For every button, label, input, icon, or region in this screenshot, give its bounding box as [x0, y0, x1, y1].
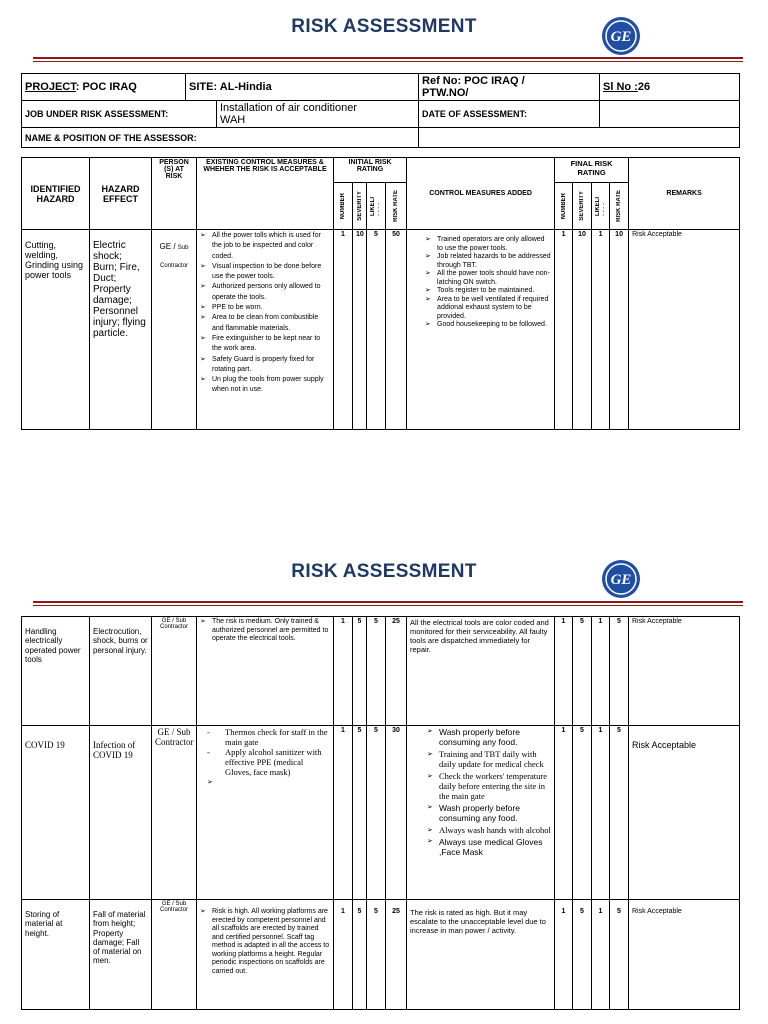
- header-rule: [33, 57, 743, 59]
- initial-number: 1: [334, 617, 353, 726]
- col-persons-at-risk: PERSON (S) AT RISK: [152, 158, 197, 230]
- svg-text:GE: GE: [610, 29, 632, 45]
- col-control-added: CONTROL MEASURES ADDED: [407, 158, 555, 230]
- col-hazard-effect: HAZARD EFFECT: [90, 158, 152, 230]
- final-likeli: 1: [592, 900, 610, 1010]
- initial-likeli: 5: [367, 230, 386, 430]
- final-likeli: 1: [592, 230, 610, 430]
- final-severity: 10: [573, 230, 592, 430]
- initial-severity: 5: [353, 617, 367, 726]
- col-identified-hazard: IDENTIFIED HAZARD: [22, 158, 90, 230]
- col-initial-risk: INITIAL RISK RATING: [334, 158, 407, 183]
- header-rule-2: [33, 601, 743, 603]
- hazard-cell: Handling electrically operated power tools: [22, 617, 90, 726]
- persons-cell: GE / Sub Contractor: [152, 726, 197, 900]
- final-risk-rate: 5: [610, 900, 629, 1010]
- initial-number: 1: [334, 230, 353, 430]
- col-remarks: REMARKS: [629, 158, 740, 230]
- remarks-cell: Risk Acceptable: [629, 230, 740, 430]
- final-severity: 5: [573, 726, 592, 900]
- initial-risk-rate: 30: [386, 726, 407, 900]
- page-title: RISK ASSESSMENT: [291, 16, 477, 37]
- final-risk-rate: 10: [610, 230, 629, 430]
- persons-cell: GE / Sub Contractor: [152, 230, 197, 430]
- table-row: [22, 726, 740, 900]
- final-risk-rate: 5: [610, 617, 629, 726]
- job-label: JOB UNDER RISK ASSESSMENT:: [22, 101, 217, 128]
- col-final-risk: FINAL RISK RATING: [555, 158, 629, 183]
- control-added-cell: The risk is rated as high. But it may escalate to the unacceptable level due to increase in man power / activity.: [407, 900, 555, 1010]
- final-number: 1: [555, 900, 573, 1010]
- initial-risk-rate: 50: [386, 230, 407, 430]
- final-likeli: 1: [592, 726, 610, 900]
- col-existing-controls: EXISTING CONTROL MEASURES & WHEHER THE RISK IS ACCEPTABLE: [197, 158, 334, 230]
- header-rule-thin: [33, 61, 743, 62]
- final-number: 1: [555, 617, 573, 726]
- job-value: Installation of air conditioner WAH: [217, 101, 419, 128]
- col-risk-rate: RISK RATE: [386, 183, 407, 230]
- final-number: 1: [555, 230, 573, 430]
- ge-logo-icon: [601, 559, 641, 599]
- col-final-likeli: LIKELI - - - -: [592, 183, 610, 230]
- hazard-cell: Cutting, welding, Grinding using power tools: [22, 230, 90, 430]
- risk-table-page2: [21, 616, 740, 1010]
- final-severity: 5: [573, 617, 592, 726]
- risk-table-page1: [21, 157, 740, 430]
- col-final-number: NUMBER: [555, 183, 573, 230]
- hazard-cell: COVID 19: [22, 726, 90, 900]
- final-risk-rate: 5: [610, 726, 629, 900]
- final-severity: 5: [573, 900, 592, 1010]
- control-added-cell: ➢ Trained operators are only allowed to use the power tools. ➢ Job related hazards to be addressed through TBT. ➢ All the power tools should have non-latching ON switch. ➢ Tools register to be maintained. ➢ Area to be well ventilated if required addional exhaust system to be provided. ➢ Good housekeeping to be followed.: [407, 230, 555, 430]
- header-rule-thin-2: [33, 605, 743, 606]
- project-cell: PROJECT: POC IRAQ: [22, 74, 186, 101]
- assessor-value: [419, 128, 740, 148]
- date-value: [600, 101, 740, 128]
- table-row: [22, 617, 740, 726]
- remarks-cell: Risk Acceptable: [629, 900, 740, 1010]
- assessor-label: NAME & POSITION OF THE ASSESSOR:: [22, 128, 419, 148]
- existing-controls-cell: ➢ The risk is medium. Only trained & authorized personnel are permitted to operate the electrical tools.: [197, 617, 334, 726]
- ge-logo-icon: [601, 16, 641, 56]
- svg-text:GE: GE: [610, 572, 632, 588]
- col-severity: SEVERITY: [353, 183, 367, 230]
- col-likeli: LIKELI - - - -: [367, 183, 386, 230]
- initial-likeli: 5: [367, 726, 386, 900]
- effect-cell: Electric shock; Burn; Fire, Duct; Property damage; Personnel injury; flying particle.: [90, 230, 152, 430]
- remarks-cell: Risk Acceptable: [629, 726, 740, 900]
- initial-severity: 5: [353, 726, 367, 900]
- initial-number: 1: [334, 726, 353, 900]
- initial-risk-rate: 25: [386, 617, 407, 726]
- final-number: 1: [555, 726, 573, 900]
- effect-cell: Electrocution, shock, burns or personal injury.: [90, 617, 152, 726]
- col-final-risk-rate: RISK RATE: [610, 183, 629, 230]
- initial-severity: 5: [353, 900, 367, 1010]
- initial-likeli: 5: [367, 617, 386, 726]
- existing-controls-cell: ➢ All the power tolls which is used for the job to be inspected and color coded. ➢ Visual inspection to be done before use the power tools. ➢ Authorized persons only allowed to operate the tools. ➢ PPE to be worn. ➢ Area to be clean from combustible and flammable materials. ➢ Fire extinguisher to be kept near to the work area. ➢ Safety Guard is properly fixed for rotating part. ➢ Un plug the tools from power supply when not in use.: [197, 230, 334, 430]
- remarks-cell: Risk Acceptable: [629, 617, 740, 726]
- initial-severity: 10: [353, 230, 367, 430]
- control-added-cell: All the electrical tools are color coded and monitored for their serviceability. All faulty tools are dispatched immediately for repair.: [407, 617, 555, 726]
- project-info-table: [21, 73, 740, 148]
- existing-controls-cell: - Thermos check for staff in the main gate - Apply alcohol sanitizer with effective PPE (medical Gloves, face mask) ➢: [197, 726, 334, 900]
- existing-controls-cell: ➢ Risk is high. All working platforms are erected by competent personnel and all scaffolds are erected by trained and certified personnel. Scaff tag method is adapted in all the access to working platforms a height. Regular periodic inspections on scaffolds are carried out.: [197, 900, 334, 1010]
- page-title-2: RISK ASSESSMENT: [291, 561, 477, 582]
- initial-number: 1: [334, 900, 353, 1010]
- control-added-cell: ➢ Wash properly before consuming any food. ➢ Training and TBT daily with daily update for medical check ➢ Check the workers' temperature daily before entering the site in the main gate ➢ Wash properly before consuming any food. ➢ Always wash hands with alcohol ➢ Always use medical Gloves ,Face Mask: [407, 726, 555, 900]
- table-row: [22, 230, 740, 430]
- site-cell: SITE: AL-Hindia: [186, 74, 419, 101]
- persons-cell: GE / Sub Contractor: [152, 617, 197, 726]
- hazard-cell: Storing of material at height.: [22, 900, 90, 1010]
- initial-likeli: 5: [367, 900, 386, 1010]
- table-row: [22, 900, 740, 1010]
- initial-risk-rate: 25: [386, 900, 407, 1010]
- sl-no-cell: Sl No :26: [600, 74, 740, 101]
- persons-cell: GE / Sub Contractor: [152, 900, 197, 1010]
- effect-cell: Infection of COVID 19: [90, 726, 152, 900]
- ref-no-cell: Ref No: POC IRAQ / PTW.NO/: [419, 74, 600, 101]
- col-final-severity: SEVERITY: [573, 183, 592, 230]
- col-number: NUMBER: [334, 183, 353, 230]
- effect-cell: Fall of material from height; Property damage; Fall of material on men.: [90, 900, 152, 1010]
- date-label: DATE OF ASSESSMENT:: [419, 101, 600, 128]
- final-likeli: 1: [592, 617, 610, 726]
